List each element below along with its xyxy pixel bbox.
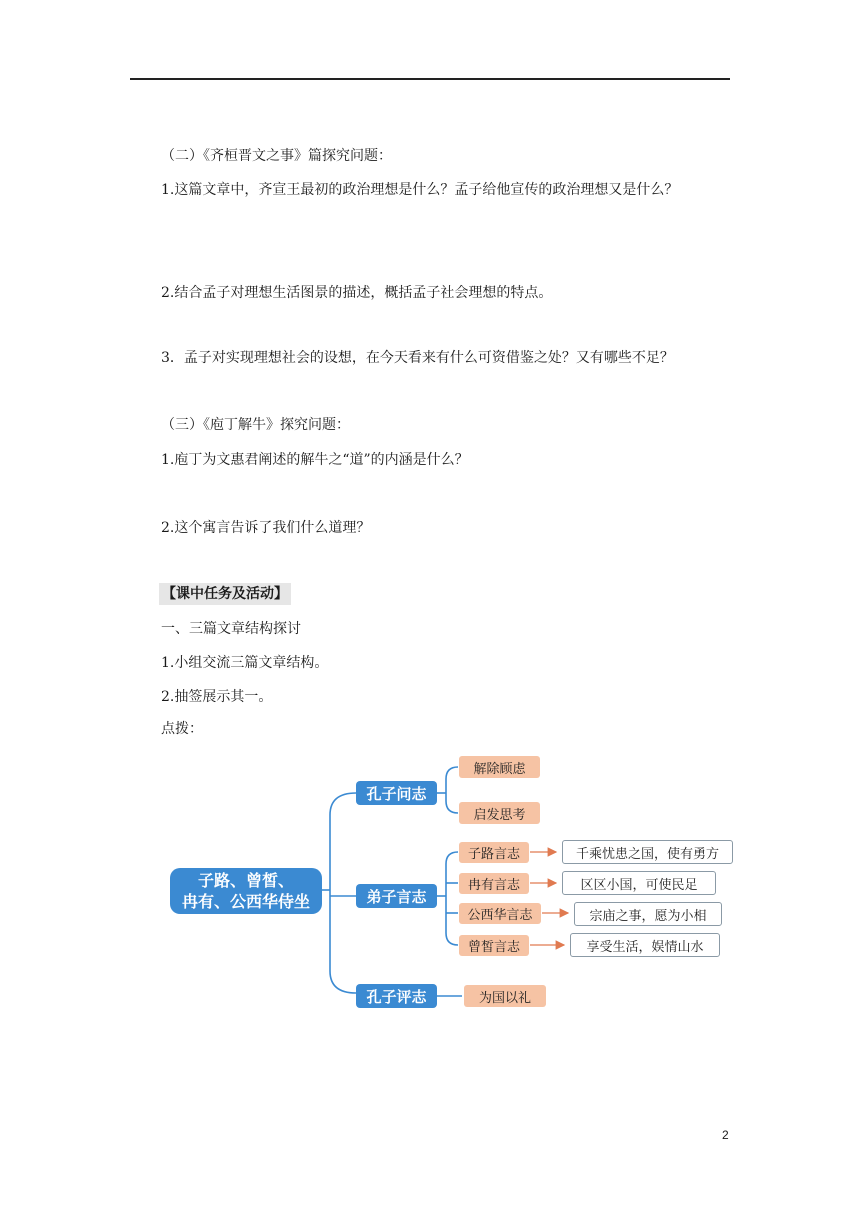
leaf-qifa-sikao: 启发思考 (459, 802, 540, 824)
root-line-1: 子路、曾皙、 (197, 871, 294, 890)
detail-zilu: 千乘忧患之国，使有勇方 (562, 840, 733, 864)
section2-title: （二）《齐桓晋文之事》篇探究问题： (161, 148, 392, 164)
leaf-weiguo-yili: 为国以礼 (464, 985, 546, 1007)
root-line-2: 冉有、公西华侍坐 (181, 892, 310, 911)
tasks-item-1: 一、三篇文章结构探讨 (161, 621, 301, 637)
header-rule (130, 78, 730, 80)
section2-question-3: 3．孟子对实现理想社会的设想，在今天看来有什么可资借鉴之处？又有哪些不足？ (161, 350, 674, 366)
detail-zengxi: 享受生活，娱情山水 (570, 933, 720, 957)
leaf-gongxihua-yanzhi: 公西华言志 (459, 903, 541, 924)
tasks-step-1: 1.小组交流三篇文章结构。 (161, 655, 329, 671)
leaf-ranyou-yanzhi: 冉有言志 (459, 873, 529, 894)
section3-question-1: 1.庖丁为文惠君阐述的解牛之“道”的内涵是什么？ (161, 452, 469, 468)
detail-gongxihua: 宗庙之事，愿为小相 (574, 902, 722, 926)
tasks-heading: 【课中任务及活动】 (159, 583, 291, 605)
tasks-step-2: 2.抽签展示其一。 (161, 689, 273, 705)
page-number: 2 (722, 1128, 729, 1142)
branch-kongzi-wenzhi: 孔子问志 (356, 781, 437, 805)
section2-question-1: 1.这篇文章中，齐宣王最初的政治理想是什么？孟子给他宣传的政治理想又是什么？ (161, 182, 679, 198)
section3-title: （三）《庖丁解牛》探究问题： (161, 417, 350, 433)
leaf-jiechu-gulv: 解除顾虑 (459, 756, 540, 778)
leaf-zilu-yanzhi: 子路言志 (459, 842, 529, 863)
tasks-hint: 点拨： (161, 721, 203, 737)
section3-question-2: 2.这个寓言告诉了我们什么道理？ (161, 520, 371, 536)
leaf-zengxi-yanzhi: 曾皙言志 (459, 935, 529, 956)
section2-question-2: 2.结合孟子对理想生活图景的描述，概括孟子社会理想的特点。 (161, 285, 553, 301)
branch-dizi-yanzhi: 弟子言志 (356, 884, 437, 908)
branch-kongzi-pingzhi: 孔子评志 (356, 984, 437, 1008)
diagram-root-node (170, 868, 322, 914)
detail-ranyou: 区区小国，可使民足 (562, 871, 716, 895)
